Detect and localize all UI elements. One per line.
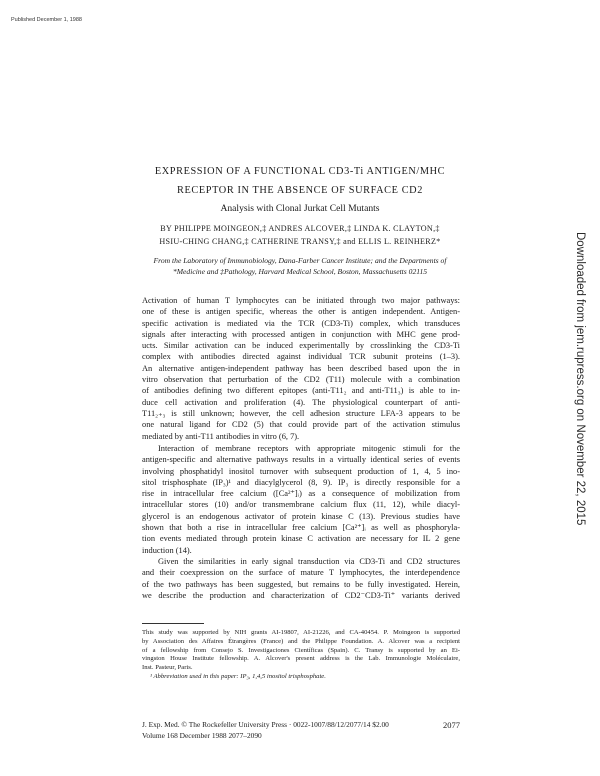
text-line: of antibodies defining two different epitopes (anti-T11₂ and anti-T11₃) is able to in-: [142, 386, 460, 396]
footnote-line: of a fellowship from Consejo S. Investigaciones Científicas (Spain). C. Transy is supported by an Ei-: [142, 646, 460, 654]
text-line: Given the similarities in early signal transduction via CD3-Ti and CD2 structures: [158, 557, 460, 566]
text-line: antigen-specific and alternative pathways results in a virtually identical series of events: [142, 455, 460, 465]
text-line: Activation of human T lymphocytes can be initiated through two major pathways:: [142, 296, 460, 305]
affiliation-line: From the Laboratory of Immunobiology, Dana-Farber Cancer Institute; and the Departments of: [153, 256, 447, 265]
paragraph-2: [142, 443, 460, 556]
text-line: involving phosphatidyl inositol turnover with subsequent production of 1, 4, 5 ino-: [142, 466, 460, 476]
text-line: T11₂₊₃ is still unknown; however, the cell adhesion structure LFA-3 appears to be: [142, 408, 460, 418]
text-line: induction (14).: [142, 545, 192, 555]
text-line: of the two pathways has been suggested, but remains to be fully investigated. Herein,: [142, 579, 460, 589]
affiliation-line: *Medicine and ‡Pathology, Harvard Medical School, Boston, Massachusetts 02115: [172, 267, 428, 276]
paragraph-3: [142, 556, 460, 601]
paragraph-1: [142, 295, 460, 442]
published-date: Published December 1, 1988: [11, 17, 82, 23]
text-line: glycerol is an endogenous activator of protein kinase C (13). Previous studies have: [142, 511, 460, 521]
text-line: complex with antibodies directed against individual TCR subunit proteins (1–3).: [142, 352, 460, 362]
text-line: one of these is antigen specific, whereas the other is antigen independent. Antigen-: [142, 307, 460, 317]
text-line: rise in intracellular free calcium ([Ca²⁺]ᵢ) as a consequence of mobilization from: [142, 489, 460, 499]
author-line: BY PHILIPPE MOINGEON,‡ ANDRES ALCOVER,‡ LINDA K. CLAYTON,‡: [160, 224, 440, 233]
footnote-divider: [142, 623, 204, 624]
page-number: 2077: [443, 720, 460, 730]
text-line: vitro observation that perturbation of the CD2 (T11) molecule with a combination: [142, 375, 460, 385]
text-line: mediated by anti-T11 antibodies in vitro (6, 7).: [142, 431, 300, 441]
text-line: ucts. Similar activation can be induced experimentally by crosslinking the CD3-Ti: [142, 341, 460, 351]
volume-line: Volume 168 December 1988 2077–2090: [142, 731, 262, 740]
footnote-line: vingston House Institute fellowship. A. Alcover's present address is the Lab. Immunologie Moléculaire,: [142, 655, 460, 663]
footnote-line: by Association des Affaires Étrangères (France) and the Philippe Foundation. A. Alcover was a recipient: [142, 637, 460, 645]
text-line: one natural ligand for CD2 (5) that could provide part of the activation stimulus: [142, 420, 460, 430]
text-line: sitol trisphosphate (IP₃)¹ and diacylglycerol (8, 9). IP₃ is directly responsible for a: [142, 477, 460, 487]
journal-citation: J. Exp. Med. © The Rockefeller University Press · 0022-1007/88/12/2077/14 $2.00: [142, 720, 389, 729]
footnote-line: This study was supported by NIH grants AI-19807, AI-21226, and CA-40454. P. Moingeon is supported: [142, 629, 460, 636]
footnote-line: Inst. Pasteur, Paris.: [142, 664, 193, 672]
journal-citation-line: [142, 720, 460, 730]
download-sidebar-text: Downloaded from jem.rupress.org on November 22, 2015: [574, 232, 586, 526]
abbreviation-footnote: ¹ Abbreviation used in this paper: IP₃, 1,4,5 inositol trisphosphate.: [150, 672, 326, 680]
text-line: An alternative antigen-independent pathway has been described based upon the in: [142, 363, 460, 373]
text-line: duce cell activation and proliferation (4). The physiological counterpart of anti-: [142, 397, 460, 407]
text-line: tion events mediated through protein kinase C activation are necessary for IL 2 gene: [142, 534, 460, 544]
author-line: HSIU-CHING CHANG,‡ CATHERINE TRANSY,‡ and ELLIS L. REINHERZ*: [159, 237, 441, 246]
text-line: signals after interacting with processed antigen in conjunction with MHC gene prod-: [142, 329, 460, 339]
text-line: intracellular stores (10) and/or transmembrane calcium flux (11, 12), while diacyl-: [142, 500, 460, 510]
title-line: RECEPTOR IN THE ABSENCE OF SURFACE CD2: [177, 185, 423, 196]
title-line: EXPRESSION OF A FUNCTIONAL CD3-Ti ANTIGEN/MHC: [154, 166, 446, 177]
text-line: shown that both a rise in intracellular free calcium [Ca²⁺]ᵢ as well as phosphoryla-: [142, 523, 460, 533]
funding-footnote: [142, 629, 460, 682]
text-line: we describe the production and characterization of CD2⁻CD3-Ti⁺ variants derived: [142, 590, 460, 600]
subtitle: Analysis with Clonal Jurkat Cell Mutants: [220, 203, 380, 214]
text-line: and their coexpression on the surface of mature T lymphocytes, the interdependence: [142, 568, 460, 578]
text-line: specific activation is mediated via the TCR (CD3-Ti) complex, which transduces: [142, 318, 460, 328]
text-line: Interaction of membrane receptors with appropriate mitogenic stimuli for the: [158, 444, 460, 453]
